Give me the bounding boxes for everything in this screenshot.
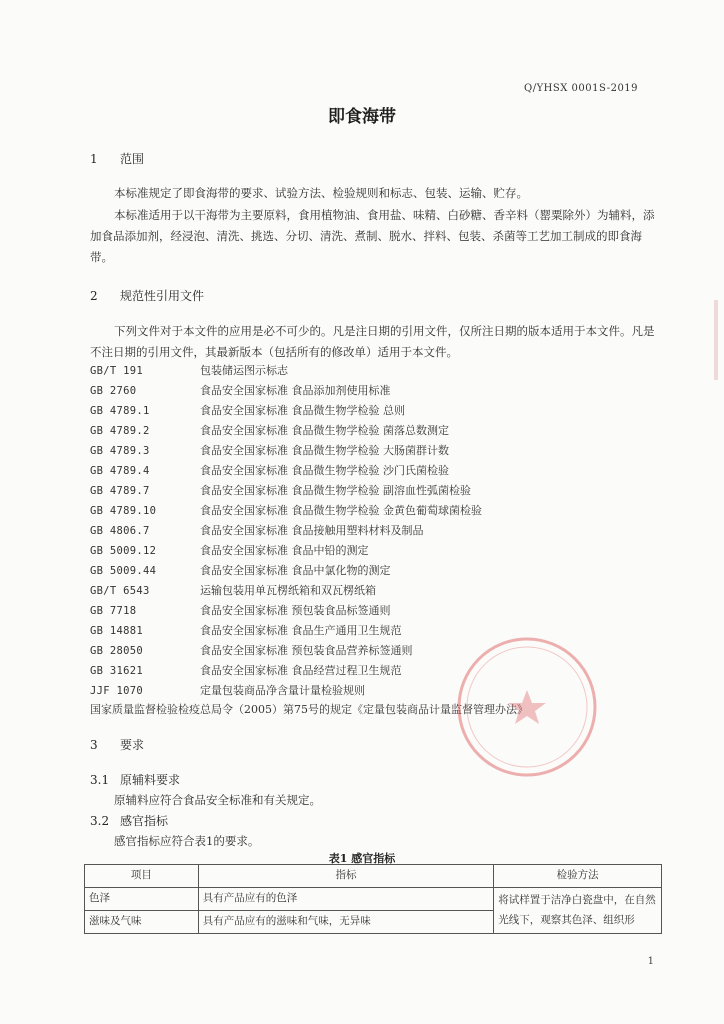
reference-name: 运输包装用单瓦楞纸箱和双瓦楞纸箱 — [200, 584, 376, 597]
header-method: 检验方法 — [494, 865, 662, 888]
reference-code: GB 28050 — [90, 645, 143, 657]
sensory-table — [84, 864, 662, 934]
raw-materials-text: 原辅料应符合食品安全标准和有关规定。 — [114, 793, 321, 807]
reference-code: GB 4789.1 — [90, 405, 150, 417]
reference-code: GB/T 6543 — [90, 585, 150, 597]
reference-item — [90, 602, 391, 620]
reference-item — [90, 522, 424, 540]
reference-code: GB 31621 — [90, 665, 143, 677]
row-indicator: 具有产品应有的色泽 — [198, 888, 493, 911]
scope-paragraph-2: 本标准适用于以干海带为主要原料，食用植物油、食用盐、味精、白砂糖、香辛料（罂粟除外）为辅料，添加食品添加剂，经浸泡、清洗、挑选、分切、清洗、煮制、脱水、拌料、包装、杀菌等工艺加工制成的即食海带。 — [90, 208, 655, 264]
reference-code: GB 4789.3 — [90, 445, 150, 457]
section-number: 3.2 — [90, 814, 110, 828]
row-indicator: 具有产品应有的滋味和气味，无异味 — [198, 911, 493, 934]
section-number: 1 — [90, 152, 98, 166]
reference-name: 食品安全国家标准 食品微生物学检验 金黄色葡萄球菌检验 — [200, 504, 482, 517]
reference-name: 食品安全国家标准 食品微生物学检验 总则 — [200, 404, 405, 417]
section-title: 原辅料要求 — [120, 773, 181, 787]
reference-item — [90, 642, 413, 660]
reference-item — [90, 402, 405, 420]
reference-item — [90, 542, 369, 560]
section-title: 要求 — [120, 738, 145, 752]
reference-code: GB 4789.2 — [90, 425, 150, 437]
section-number: 2 — [90, 289, 98, 303]
row-item: 色泽 — [85, 888, 199, 911]
reference-name: 食品安全国家标准 食品微生物学检验 沙门氏菌检验 — [200, 464, 449, 477]
standard-code: Q/YHSX 0001S-2019 — [524, 83, 639, 94]
reference-name: 食品安全国家标准 食品添加剂使用标准 — [200, 384, 391, 397]
reference-code: GB 5009.12 — [90, 545, 157, 557]
reference-code: GB 4806.7 — [90, 525, 150, 537]
reference-item — [90, 662, 402, 680]
reference-item — [90, 382, 391, 400]
reference-name: 食品安全国家标准 食品微生物学检验 大肠菌群计数 — [200, 444, 449, 457]
reference-item — [90, 462, 449, 480]
reference-item — [90, 502, 482, 520]
reference-item — [90, 562, 391, 580]
header-item: 项目 — [85, 865, 199, 888]
document-title: 即食海带 — [328, 107, 396, 127]
table-caption: 表1 感官指标 — [328, 852, 396, 865]
reference-name: 包装储运图示标志 — [200, 364, 288, 377]
reference-name: 食品安全国家标准 食品接触用塑料材料及制品 — [200, 524, 424, 537]
reference-code: GB 4789.10 — [90, 505, 157, 517]
section-number: 3 — [90, 738, 98, 752]
reference-code: GB 14881 — [90, 625, 143, 637]
reference-name: 定量包装商品净含量计量检验规则 — [200, 684, 365, 697]
decree-reference: 国家质量监督检验检疫总局令（2005）第75号的规定《定量包装商品计量监督管理办法》 — [90, 703, 528, 716]
section-3-2-heading — [90, 812, 168, 829]
section-title: 规范性引用文件 — [120, 289, 205, 303]
reference-name: 食品安全国家标准 食品中氯化物的测定 — [200, 564, 391, 577]
reference-item — [90, 422, 449, 440]
reference-item — [90, 582, 376, 600]
header-indicator: 指标 — [198, 865, 493, 888]
reference-item — [90, 622, 402, 640]
reference-item — [90, 482, 471, 500]
section-3-heading — [90, 736, 144, 753]
reference-item — [90, 442, 449, 460]
reference-code: GB/T 191 — [90, 365, 143, 377]
reference-code: GB 5009.44 — [90, 565, 157, 577]
references-intro: 下列文件对于本文件的应用是必不可少的。凡是注日期的引用文件，仅所注日期的版本适用于本文件。凡是不注日期的引用文件，其最新版本（包括所有的修改单）适用于本文件。 — [90, 324, 655, 359]
section-title: 感官指标 — [120, 814, 169, 828]
section-2-heading — [90, 287, 204, 304]
scope-paragraph-1: 本标准规定了即食海带的要求、试验方法、检验规则和标志、包装、运输、贮存。 — [114, 186, 528, 200]
reference-name: 食品安全国家标准 食品微生物学检验 副溶血性弧菌检验 — [200, 484, 471, 497]
edge-mark — [714, 300, 718, 380]
page-number: 1 — [647, 956, 654, 967]
table-row — [85, 888, 662, 911]
reference-name: 食品安全国家标准 预包装食品标签通则 — [200, 604, 391, 617]
reference-code: JJF 1070 — [90, 685, 143, 697]
sensory-intro-text: 感官指标应符合表1的要求。 — [114, 834, 260, 848]
reference-code: GB 4789.7 — [90, 485, 150, 497]
section-title: 范围 — [120, 152, 145, 166]
reference-code: GB 4789.4 — [90, 465, 150, 477]
reference-name: 食品安全国家标准 预包装食品营养标签通则 — [200, 644, 413, 657]
reference-code: GB 7718 — [90, 605, 137, 617]
section-number: 3.1 — [90, 773, 110, 787]
reference-name: 食品安全国家标准 食品中铅的测定 — [200, 544, 369, 557]
table-header-row — [85, 865, 662, 888]
section-3-1-heading — [90, 771, 180, 788]
row-method: 将试样置于洁净白瓷盘中，在自然光线下，观察其色泽、组织形 — [494, 888, 662, 934]
reference-item — [90, 362, 288, 380]
reference-name: 食品安全国家标准 食品微生物学检验 菌落总数测定 — [200, 424, 449, 437]
company-seal-icon — [452, 632, 602, 782]
reference-name: 食品安全国家标准 食品经营过程卫生规范 — [200, 664, 402, 677]
reference-code: GB 2760 — [90, 385, 137, 397]
reference-name: 食品安全国家标准 食品生产通用卫生规范 — [200, 624, 402, 637]
reference-item — [90, 682, 365, 700]
section-1-heading — [90, 150, 144, 167]
row-item: 滋味及气味 — [85, 911, 199, 934]
